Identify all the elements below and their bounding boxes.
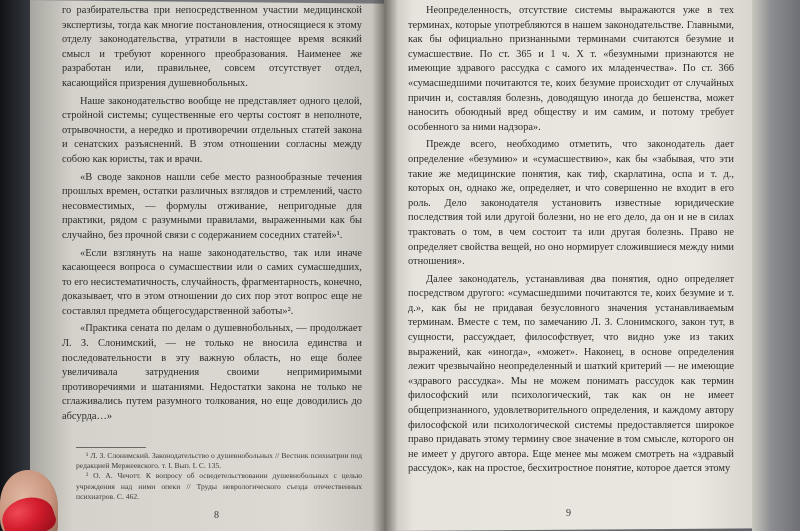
book-spine-gutter (372, 0, 398, 531)
page-number-right: 9 (566, 508, 571, 519)
left-page-text (62, 4, 362, 425)
left-footnotes (76, 447, 362, 502)
left-paragraph-2: Наше законодательство вообще не представляет одного целой, стройной системы; существенные его черты состоят в неполноте, отрывочности, а нередко и противоречии отдельных статей закона и сенатских разъяснений. В этом отношении согласны между собою как юристы, так и врачи. (62, 95, 362, 165)
page-number-left: 8 (214, 510, 219, 521)
page-stack-edge (752, 0, 800, 531)
footnote-2: ² О. А. Чечотт. К вопросу об осведетельствовании душевнобольных с целью учреждения над ними опеки // Труды неврологического съезда отечественных психиатров. С. 462. (76, 471, 362, 501)
left-paragraph-4: «Если взглянуть на наше законодательство, так или иначе касающееся вопроса о сумасшествии или о самих сумасшедших, то его несистематичность, случайность, фрагментарность, конечно, доказывает, что в этом отношении до сих пор этот вопрос еще не составлял предмета общегосударственной заботы»². (62, 247, 362, 317)
footnote-rule (76, 447, 146, 448)
left-paragraph-3: «В своде законов нашли себе место разнообразные течения прошлых времен, остатки различных взглядов и стремлений, часто несовместимых, — формулы отживание, непригодные для практики, рядом с разумными правилами, выраженными как бы случайно, без прочной связи с содержанием соседних статей»¹. (62, 171, 362, 241)
right-page-text (408, 4, 734, 477)
left-paragraph-5: «Практика сената по делам о душевнобольных, — продолжает Л. З. Слонимский, — не только не вносила единства и последовательности в эту важную область, но еще более увеличивала затруднения своими непримиримыми противоречиями и шатаниями. Недостатки закона не только не сглаживались путем разумного толкования, но еще доводились до абсурда…» (62, 323, 362, 423)
right-paragraph-1: Неопределенность, отсутствие системы выражаются уже в тех терминах, которые употребляются в нашем законодательстве. Главными, как бы официально признанными терминами считаются безумие и сумасшествие. По ст. 365 и 1 ч. Х т. «безумными признаются не имеющие здравого рассудка с самого их младенчества». По ст. 366 «сумасшедшими почитаются те, коих безумие происходит от случайных причин и, составляя болезнь, доводящую иногда до бешенства, может наносить обоюдный вред обществу и им самим, и потому требует особенного за ними надзора». (408, 5, 734, 133)
footnote-1: ¹ Л. З. Слонимский. Законодательство о душевнобольных // Вестник психиатрии под редакцией Мержеевского. т. I. Вып. I. С. 135. (76, 451, 362, 471)
right-paragraph-3: Далее законодатель, устанавливая два понятия, одно определяет посредством другого: «сумасшедшими почитаются те, коих безумие и т. д.», как бы не придавая безусловного значения устанавливаемым терминам. Вместе с тем, по замечанию Л. З. Слонимского, закон тут, в сущности, рассуждает, философствует, что видно уже из таких выражений, как «иногда», «может». Наконец, в основе определения лежит чрезвычайно неопределенный и шаткий критерий — не имеющие «здравого рассудка». Мы не можем понимать рассудок как термин философский или психологический, так как он не имеет общепризнанного, удовлетворительного определения, и каждому автору философской или психологической системы предоставляется широкое право придавать этому термину свое значение в том смысле, которого он не имеет у другого автора. Еще менее мы можем смотреть на «здравый рассудок», как на простое, бесхитростное понятие, которое дается этому (408, 273, 734, 475)
left-paragraph-1: го разбирательства при непосредственном участии медицинской экспертизы, тогда как многие постановления, относящиеся к этому отделу законодательства, утратили в настоящее время всякий смысл и требуют коренного преобразования. Наименее же разработан или, правильнее, совсем отсутствует отдел, касающийся призрения душевнобольных. (62, 5, 362, 89)
right-paragraph-2: Прежде всего, необходимо отметить, что законодатель дает определение «безумию» и «сумасшествию», как бы «забывая, что эти такие же медицинские понятия, как тиф, скарлатина, оспа и т. д., которых он, однако же, определяет, и что совершенно не входит в его роль. Дело законодателя установить известные юридические последствия той или другой болезни, но не его дело, да он и не в силах трактовать о том, в чем состоит та или другая болезнь. Право не определяет свойства вещей, но оно нормирует сложившиеся между ними отношения». (408, 139, 734, 268)
